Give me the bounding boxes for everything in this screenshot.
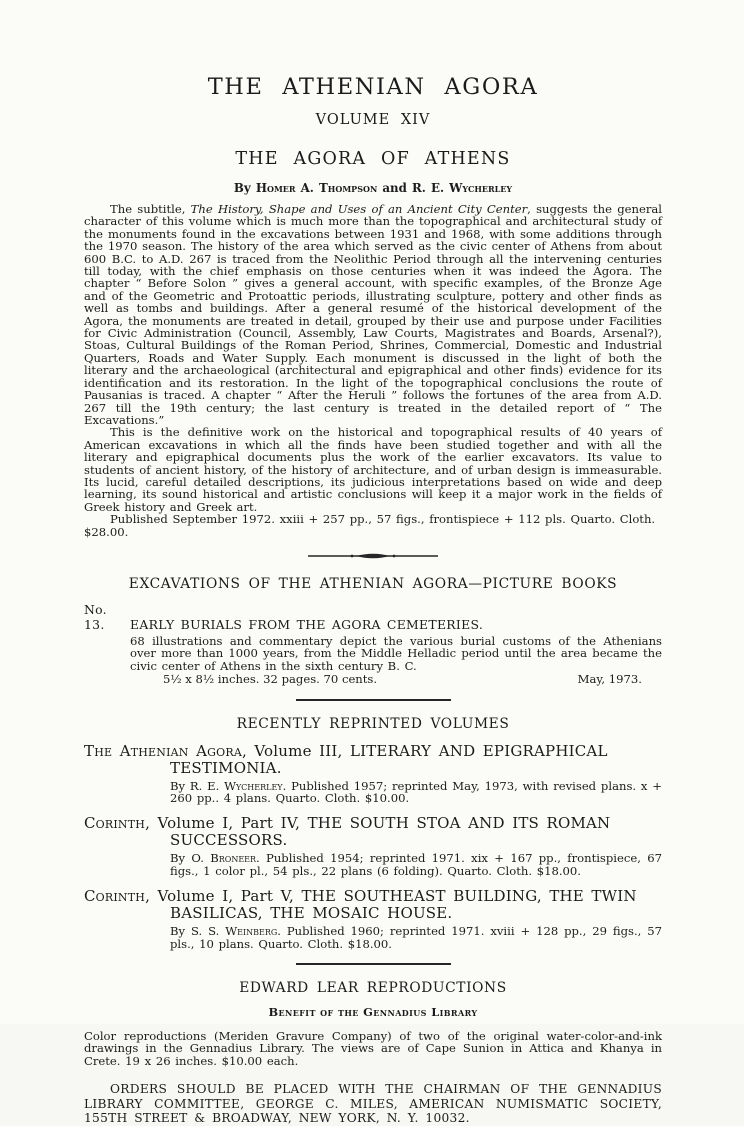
reprint-series-name: The Athenian Agora — [84, 741, 242, 760]
picture-books-heading: EXCAVATIONS OF THE ATHENIAN AGORA—PICTURE BOOKS — [128, 575, 618, 592]
reprint-volume-info: , Volume I, Part V, — [145, 887, 302, 906]
detail-author-name: O. Broneer — [191, 851, 257, 866]
lear-heading: EDWARD LEAR REPRODUCTIONS — [239, 980, 507, 997]
reprint-entry — [84, 743, 662, 805]
series-title: THE ATHENIAN AGORA — [207, 74, 539, 100]
lear-subheading: Benefit of the Gennadius Library — [268, 1005, 478, 1020]
detail-by-prefix: By — [170, 778, 190, 793]
book-title: THE AGORA OF ATHENS — [235, 149, 511, 169]
para1-post: , suggests the general character of this volume which is much more than the topographical and architectural study of the monuments found in the excavations between 1931 and 1968, with some additions through the 1970 season. The history of the area which served as the civic center of Athens from about 600 B.C. to A.D. 267 is traced from the Neolithic Period through all the intervening centuries till today, with the chief emphasis on those centuries when it was indeed the Agora. The chapter “ Before Solon ” gives a general account, with specific examples, of the Bronze Age and of the Geometric and Protoattic periods, illustrating sculpture, pottery and other finds as well as tombs and buildings. After a general resumé of the historical development of the Agora, the monuments are treated in detail, grouped by their use and purpose under Facilities for Civic Administration (Council, Assembly, Law Courts, Magistrates and Boards, Arsenal?), Stoas, Cultural Buildings of the Roman Period, Shrines, Commercial, Domestic and Industrial Quarters, Roads and Water Supply. Each monument is discussed in the light of both the literary and the archaeological (architectural and epigraphical and other finds) evidence for its identification and its restoration. In the light of the topographical conclusions the route of Pausanias is traced. A chapter “ After the Heruli ” follows the fortunes of the area from A.D. 267 till the 19th century; the last century is treated in the detailed report of “ The Excavations.” — [84, 202, 662, 427]
reprint-entry-heading — [84, 815, 662, 849]
detail-text: . Published 1954; reprinted 1971. xix + 167 pp., frontispiece, 67 figs., 1 color pl., 54 pls., 22 plans (6 folding). Quarto. Cloth. $18.00. — [170, 851, 662, 878]
reprint-entry-detail — [170, 852, 662, 877]
reprint-entry — [84, 888, 662, 950]
reprint-title: THE SOUTHEAST BUILDING, THE TWIN BASILICAS, THE MOSAIC HOUSE. — [170, 887, 637, 923]
lear-description: Color reproductions (Meriden Gravure Company) of two of the original water-color-and-ink drawings in the Gennadius Library. The views are of Cape Sunion in Attica and Khanya in Crete. 19 x 26 inches. $10.00 each. — [84, 1029, 662, 1068]
reprint-title: LITERARY AND EPIGRAPHICAL TESTIMONIA. — [170, 741, 608, 777]
picture-book-title: EARLY BURIALS FROM THE AGORA CEMETERIES. — [130, 616, 484, 632]
picture-book-date: May, 1973. — [577, 672, 642, 687]
reprint-series-name: Corinth — [84, 887, 146, 906]
detail-by-prefix: By — [170, 851, 192, 866]
detail-author-name: R. E. Wycherley — [189, 778, 283, 793]
reprint-series-name: Corinth — [84, 814, 146, 833]
ornamental-divider — [308, 551, 438, 561]
byline-author-2: R. E. Wycherley — [411, 181, 513, 195]
byline-author-1: Homer A. Thompson — [255, 181, 378, 195]
publication-line: Published September 1972. xxiii + 257 pp., 57 figs., frontispiece + 112 pls. Quarto. Cloth. $28.00. — [84, 512, 656, 539]
section-divider-1 — [296, 699, 451, 701]
reprint-entry-heading — [84, 743, 662, 777]
description-paragraph-1 — [84, 203, 662, 426]
reprint-entry-detail — [170, 780, 662, 805]
reprint-volume-info: , Volume III, — [241, 741, 350, 760]
subtitle-italic: The History, Shape and Uses of an Ancient City Center — [190, 202, 528, 216]
book-description — [84, 203, 662, 538]
byline-prefix: By — [233, 181, 256, 195]
section-divider-2 — [296, 963, 451, 965]
picture-book-item-heading — [84, 602, 662, 632]
reprint-title: THE SOUTH STOA AND ITS ROMAN SUCCESSORS. — [170, 814, 611, 850]
picture-book-description: 68 illustrations and commentary depict the various burial customs of the Athenians over more than 1000 years, from the Middle Helladic period until the area became the civic center of Athens in the sixth century B. C. — [130, 633, 662, 673]
reprints-heading: RECENTLY REPRINTED VOLUMES — [236, 715, 510, 732]
description-paragraph-2: This is the definitive work on the historical and topographical results of 40 years of American excavations in which all the finds have been studied together and with all the literary and epigraphical documents plus the work of the earlier excavators. Its value to students of ancient history, of the history of architecture, and of urban design is immeasurable. Its lucid, careful detailed descriptions, its judicious interpretations based on wide and deep learning, its sound historical and artistic conclusions will keep it a major work in the fields of Greek history and Greek art. — [84, 425, 662, 514]
picture-book-number: No. 13. — [84, 601, 107, 632]
picture-book-specs-row — [130, 673, 662, 685]
picture-book-item — [84, 602, 662, 686]
picture-book-specs: 5½ x 8½ inches. 32 pages. 70 cents. — [163, 672, 378, 687]
reprint-entry-heading — [84, 888, 662, 922]
byline-conjunction: and — [377, 181, 412, 195]
volume-label: VOLUME XIV — [315, 112, 431, 128]
reprint-entry — [84, 815, 662, 877]
para1-pre: The subtitle, — [110, 202, 191, 216]
detail-by-prefix: By — [170, 924, 191, 939]
detail-text: . Published 1957; reprinted May, 1973, with revised plans. x + 260 pp.. 4 plans. Quarto. Cloth. $10.00. — [170, 778, 662, 805]
detail-author-name: S. S. Weinberg — [190, 924, 278, 939]
byline — [84, 181, 662, 195]
detail-text: . Published 1960; reprinted 1971. xviii + 128 pp., 29 figs., 57 pls., 10 plans. Quarto. Cloth. $18.00. — [170, 924, 662, 951]
orders-paragraph: ORDERS SHOULD BE PLACED WITH THE CHAIRMAN OF THE GENNADIUS LIBRARY COMMITTEE, GEORGE C. MILES, AMERICAN NUMISMATIC SOCIETY, 155TH STREET & BROADWAY, NEW YORK, N. Y. 10032. — [84, 1082, 662, 1126]
reprint-entry-detail — [170, 925, 662, 950]
reprint-volume-info: , Volume I, Part IV, — [145, 814, 308, 833]
